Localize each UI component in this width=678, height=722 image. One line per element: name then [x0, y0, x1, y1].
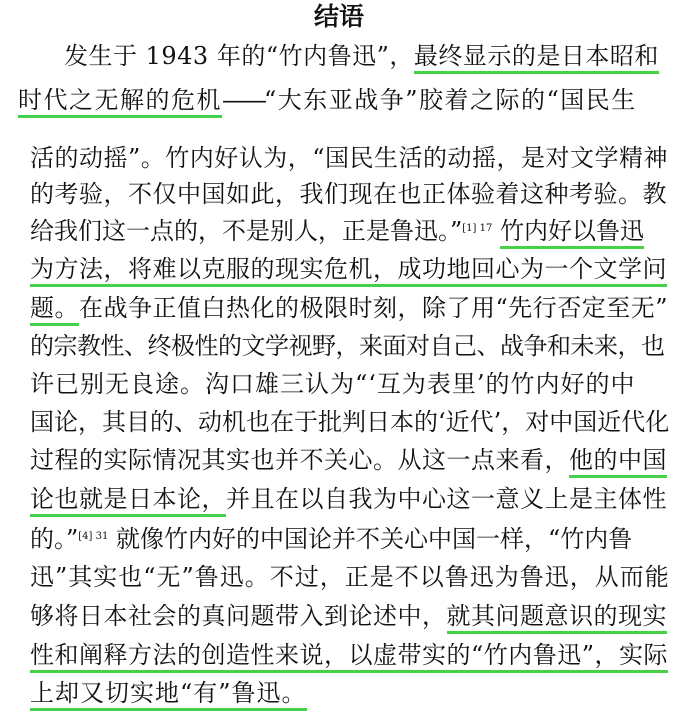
text-line-8 [30, 328, 665, 364]
text-segment: 的宗教性、终极性的文学视野，来面对自己、战争和未来，也 [30, 332, 665, 360]
text-line-6 [30, 251, 667, 287]
highlighted-text: 就其问题意识的现实 [447, 602, 668, 634]
highlighted-text: 最终显示的是日本昭和 [414, 42, 659, 74]
text-line-11 [30, 442, 667, 478]
highlighted-text: 性和阐释方法的创造性来说，以虚带实的“竹内鲁迅”，实际 [30, 641, 668, 673]
text-line-15 [30, 598, 667, 634]
text-line-14 [30, 559, 670, 595]
text-segment: 发生于 1943 年的“竹内鲁迅”， [64, 42, 414, 70]
citation-ref: [4] 31 [78, 531, 109, 542]
text-line-9 [30, 366, 636, 402]
text-line-1 [64, 38, 659, 74]
text-line-7 [30, 290, 668, 326]
text-line-5 [30, 213, 644, 249]
citation-ref: [1] 17 [462, 223, 493, 234]
highlighted-text: 为方法，将难以克服的现实危机，成功地回心为一个文学问 [30, 255, 667, 287]
text-segment: 就像竹内好的中国论并不关心中国一样，“竹内鲁 [116, 525, 633, 553]
text-line-16 [30, 637, 668, 673]
text-segment: 在战争正值白热化的极限时刻，除了用“先行否定至无” [79, 294, 669, 322]
text-segment: 的考验，不仅中国如此，我们现在也正体验着这种考验。教 [30, 180, 667, 208]
text-segment: 并且在以自我为中心这一意义上是主体性 [226, 485, 667, 513]
text-segment: 过程的实际情况其实也并不关心。从这一点来看， [30, 446, 569, 474]
text-line-2 [18, 82, 637, 118]
em-dash: —— [222, 86, 264, 114]
highlighted-text: 上却又切实地“有”鲁迅。 [30, 679, 307, 711]
text-segment: 国论，其目的、动机也在于批判日本的‘近代’，对中国近代化 [30, 408, 670, 436]
text-line-10 [30, 404, 669, 440]
highlighted-text: 竹内好以鲁迅 [500, 217, 644, 249]
text-line-4 [30, 176, 667, 212]
text-segment: 活的动摇”。竹内好认为，“国民生活的动摇，是对文学精神 [30, 144, 669, 172]
section-title: 结语 [313, 2, 364, 31]
text-segment: 的。” [30, 525, 79, 553]
highlighted-text: 论也就是日本论， [30, 485, 226, 517]
highlighted-text: 时代之无解的危机 [18, 86, 222, 118]
text-segment: 迅”其实也“无”鲁迅。不过，正是不以鲁迅为鲁迅，从而能 [30, 563, 670, 591]
highlighted-text: 题。 [30, 294, 79, 326]
text-segment: 许已别无良途。沟口雄三认为“‘互为表里’的竹内好的中 [30, 370, 636, 398]
text-line-13 [30, 521, 632, 557]
text-line-17 [30, 675, 307, 711]
text-segment: “大东亚战争”胶着之际的“国民生 [264, 86, 637, 114]
text-segment: 给我们这一点的，不是别人，正是鲁迅。” [30, 217, 463, 245]
text-segment: 够将日本社会的真问题带入到论述中， [30, 602, 447, 630]
text-line-3 [30, 140, 668, 176]
text-line-12 [30, 481, 667, 517]
highlighted-text: 他的中国 [569, 446, 667, 478]
